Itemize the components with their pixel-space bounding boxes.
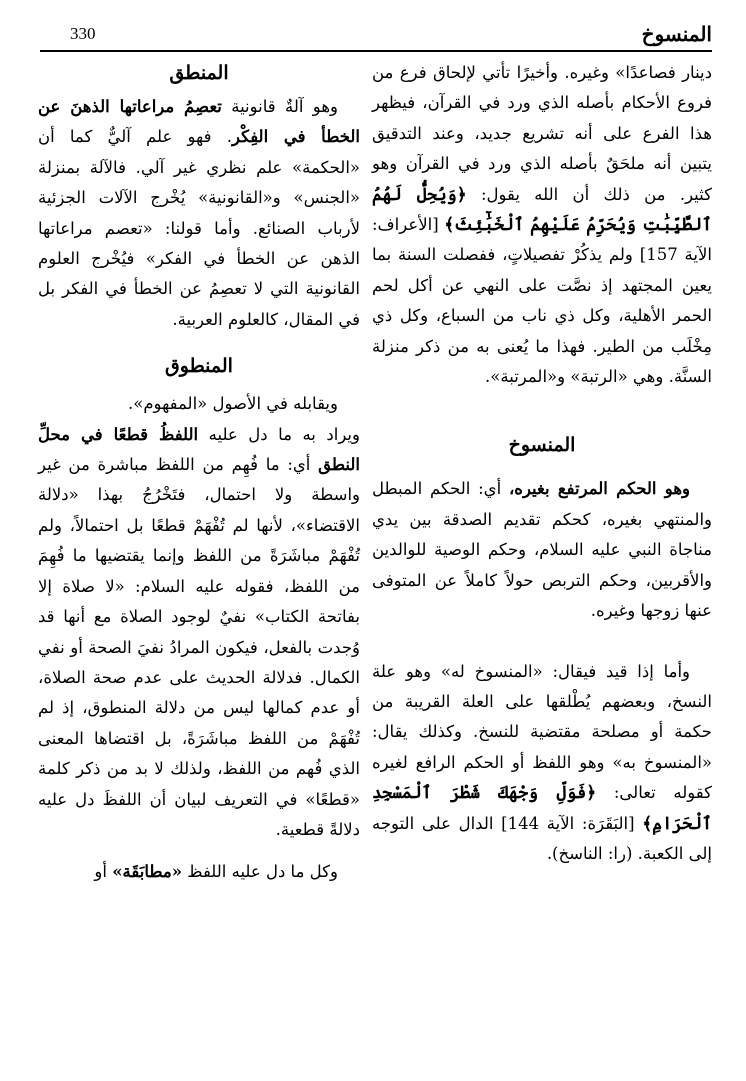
paragraph-text: وكل ما دل عليه اللفظ	[182, 862, 338, 882]
definition-bold: اللفظُ قطعًا في محلِّ النطق	[38, 424, 360, 475]
paragraph-text: دينار فصاعدًا» وغيره. وأخيرًا تأتي لإلحاق فرع من فروع الأحكام بأصله الذي ورد في القرآن، فيظهر هذا الفرع على أنه تشريع جديد، وعند التدقيق يتبين أنه ملحَقٌ بأصله الذي ورد في القرآن وهو كثير. من ذلك أن الله يقول:	[372, 63, 712, 204]
paragraph	[372, 474, 712, 626]
quran-verse: ﴿وَيُحِلُّ لَهُمُ ٱلطَّيِّبَٰتِ وَيُحَرِّمُ عَلَيْهِمُ ٱلْخَبَٰٓئِثَ﴾	[372, 184, 712, 236]
paragraph	[38, 92, 360, 335]
left-column	[38, 58, 360, 888]
quran-verse: ﴿فَوَلِّ وَجْهَكَ شَطْرَ ٱلْمَسْجِدِ ٱلْحَرَامِ﴾	[372, 783, 713, 834]
section-title-mantuq: المنطوق	[165, 355, 233, 378]
definition-bold: تعصِمُ مراعاتها الذهنَ عن الخطأ في الفِكْر	[38, 97, 360, 147]
paragraph	[38, 420, 360, 846]
paragraph	[38, 857, 360, 887]
paragraph-text: أي: ما فُهِم من اللفظ مباشرة من غير واسطة ولا احتمال، فتَخْرُجُ بهذا «دلالة الاقتضاء»، لأنها لم تُفْهَمْ قطعًا بل احتمالاً، ولم تُفْهَمْ مباشَرَةً من اللفظ وإنما يقتضيها ما فُهِمَ من اللفظ، فقوله عليه السلام: «لا صلاة إلا بفاتحة الكتاب» نفيٌ لوجود الصلاة مع أنها قد وُجدت بالفعل، فيكون المرادُ نفيَ الصحة أو نفي الكمال. فدلالة الحديث على عدم صحة الصلاة، أو عدم كمالها ليس من دلالة المنطوق، إذ لم تُفْهَمْ من اللفظ مباشَرَةً، بل اقتضاها المعنى الذي فُهم من اللفظ، ولذلك لا بد من ذكر كلمة «قطعًا» في التعريف لبيان أن اللفظَ دل عليه دلالةً قطعية.	[38, 455, 360, 839]
paragraph-text: ويقابله في الأصول «المفهوم».	[127, 394, 338, 414]
paragraph-text: وأما إذا قيد فيقال: «المنسوخ له» وهو علة النسخ، وبعضهم يُطْلقها على العلة القريبة من حكمة أو مصلحة مقتضية للنسخ. وكذلك يقال: «المنسوخ به» وهو اللفظ أو الحكم الرافع لغيره كقوله تعالى:	[372, 661, 713, 803]
header-title: المنسوخ	[641, 22, 712, 46]
paragraph	[38, 389, 360, 419]
paragraph	[372, 58, 712, 392]
running-header	[40, 14, 712, 52]
page-number: 330	[70, 24, 96, 43]
right-column	[372, 58, 712, 869]
paragraph-text: ويراد به ما دل عليه	[198, 424, 360, 444]
section-title-mansukh: المنسوخ	[508, 434, 576, 457]
paragraph-text: [البَقَرَة: الآية 144] الدال على التوجه إلى الكعبة. (را: الناسخ).	[372, 813, 712, 863]
paragraph-text: . فهو علم آليٌّ كما أن «الحكمة» علم نظري غير آلي. فالآلة بمنزلة «الجنس» و«القانونية» يُخْرج الآلات الجزئية لأرباب الصنائع. وأما قولنا: «تعصم مراعاتها الذهن عن الخطأ في الفكر» فيُخْرج العلوم القانونية التي لا تعصِمُ عن الخطأ في الفكر بل في المقال، كالعلوم العربية.	[38, 127, 360, 329]
paragraph-text: أي: الحكم المبطل والمنتهي بغيره، كحكم تقديم الصدقة بين يدي مناجاة النبي عليه السلام، وحكم الوصية للوالدين والأقربين، وحكم التربص حولاً كاملاً عن المتوفى عنها زوجها وغيره.	[372, 479, 712, 621]
paragraph-text: أو	[94, 862, 113, 882]
definition-bold: وهو الحكم المرتفع بغيره،	[508, 479, 690, 499]
section-title-mantiq: المنطق	[169, 62, 229, 84]
paragraph-text: [الأعراف: الآية 157] ولم يذكُرْ تفصيلاتٍ، ففصلت السنة بما يعين المجتهد إذ نصَّت على النهي عن أكل لحم الحمر الأهلية، وكل ذي ناب من السباع، وكل ذي مِخْلَب من الطير. فهذا ما يُعنى به من ذكر منزلة السنَّة. وهي «الرتبة» و«المرتبة».	[372, 215, 712, 387]
paragraph	[372, 657, 712, 870]
paragraph-text: وهو آلةٌ قانونية	[221, 97, 338, 116]
definition-bold: «مطابَقَة»	[112, 862, 183, 882]
